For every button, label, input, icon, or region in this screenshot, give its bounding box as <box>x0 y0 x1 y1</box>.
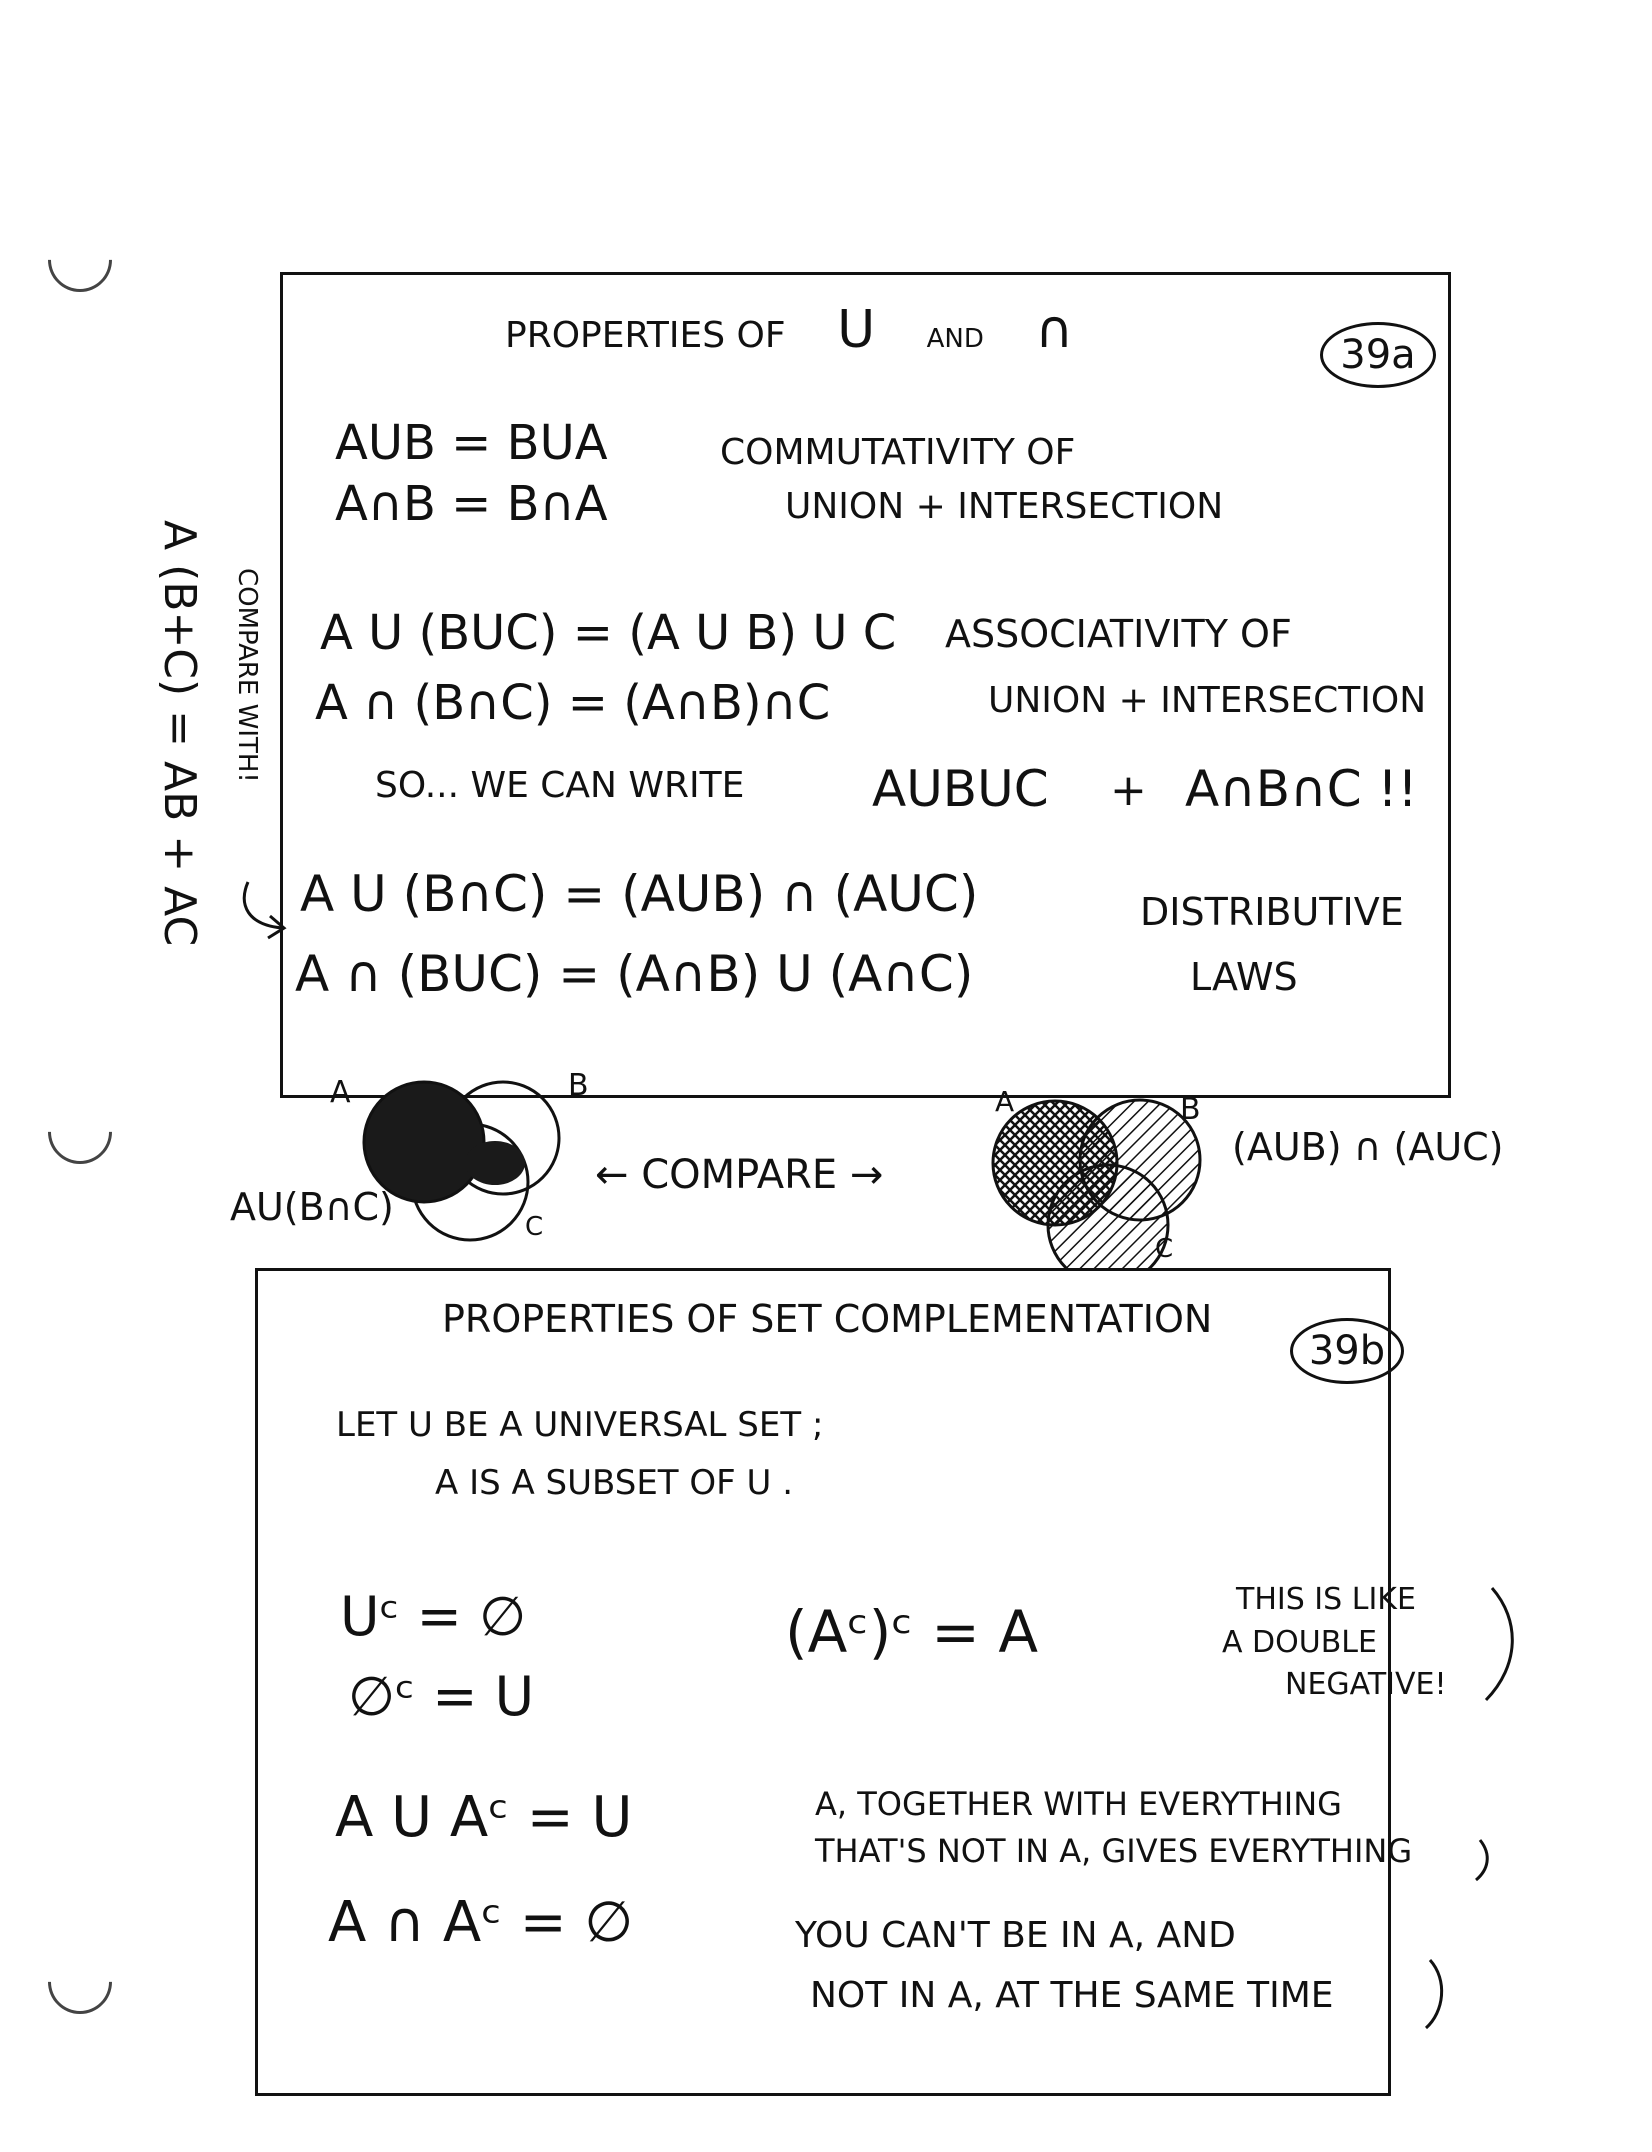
compare-label: ← COMPARE → <box>595 1152 884 1198</box>
eq4-note-right-paren <box>1476 1840 1487 1880</box>
eq4-note-2: THAT'S NOT IN A, GIVES EVERYTHING <box>815 1832 1413 1870</box>
assoc-line-2: A ∩ (B∩C) = (A∩B)∩C <box>315 675 831 731</box>
left-venn-label: AU(B∩C) <box>230 1185 394 1229</box>
let-line-2: A IS A SUBSET OF U . <box>435 1463 794 1503</box>
eq5-note-right-paren <box>1426 1960 1442 2028</box>
right-venn-label: (AUB) ∩ (AUC) <box>1232 1125 1504 1169</box>
right-venn-label-a: A <box>995 1085 1015 1118</box>
commutative-line-2: A∩B = B∩A <box>335 476 608 532</box>
eq4-note-1: A, TOGETHER WITH EVERYTHING <box>815 1785 1342 1823</box>
eq-empty-complement: ∅ᶜ = U <box>348 1665 535 1728</box>
commutative-note-1: COMMUTATIVITY OF <box>720 432 1076 473</box>
assoc-note-2: UNION + INTERSECTION <box>988 680 1427 721</box>
so-text: SO... WE CAN WRITE <box>375 765 745 806</box>
eq3-note-2: A DOUBLE <box>1222 1625 1377 1660</box>
left-venn-label-c: C <box>525 1212 544 1242</box>
let-line-1: LET U BE A UNIVERSAL SET ; <box>336 1405 824 1445</box>
eq-intersection-complement: A ∩ Aᶜ = ∅ <box>328 1890 634 1955</box>
distributive-line-1: A U (B∩C) = (AUB) ∩ (AUC) <box>300 865 979 923</box>
tag-39b: 39b <box>1290 1318 1404 1384</box>
distributive-note-1: DISTRIBUTIVE <box>1140 890 1404 934</box>
eq5-note-1: YOU CAN'T BE IN A, AND <box>795 1915 1236 1956</box>
eq5-note-2: NOT IN A, AT THE SAME TIME <box>810 1975 1334 2016</box>
commutative-line-1: AUB = BUA <box>335 415 608 471</box>
eq3-note-right-paren <box>1486 1588 1512 1700</box>
right-venn-circle-a <box>993 1101 1117 1225</box>
left-venn-label-b: B <box>568 1068 589 1103</box>
assoc-line-1: A U (BUC) = (A U B) U C <box>320 605 897 661</box>
so-expr-1: AUBUC <box>872 760 1049 818</box>
right-venn-label-c: C <box>1155 1234 1174 1264</box>
assoc-note-1: ASSOCIATIVITY OF <box>945 612 1292 656</box>
left-venn-label-a: A <box>330 1075 351 1110</box>
intersection-symbol: ∩ <box>1035 300 1074 360</box>
right-venn-label-b: B <box>1180 1092 1201 1127</box>
title-and: AND <box>926 324 984 354</box>
eq3-note-1: THIS IS LIKE <box>1236 1582 1416 1617</box>
eq-universal-complement: Uᶜ = ∅ <box>340 1585 527 1648</box>
eq3-note-3: NEGATIVE! <box>1285 1667 1447 1702</box>
left-venn-circle-a <box>364 1082 484 1202</box>
title-prefix: PROPERTIES OF <box>505 315 786 356</box>
distributive-line-2: A ∩ (BUC) = (A∩B) U (A∩C) <box>295 945 974 1003</box>
eq-double-complement: (Aᶜ)ᶜ = A <box>785 1598 1039 1666</box>
eq-union-complement: A U Aᶜ = U <box>335 1785 633 1850</box>
side-formula: A (B+C) = AB + AC <box>154 520 205 947</box>
commutative-note-2: UNION + INTERSECTION <box>785 486 1224 527</box>
side-compare-with: COMPARE WITH! <box>232 568 262 783</box>
union-symbol: U <box>837 300 876 360</box>
distributive-note-2: LAWS <box>1190 955 1298 999</box>
so-plus: + <box>1110 765 1147 816</box>
tag-39a: 39a <box>1320 322 1436 388</box>
left-venn-bc-shaded <box>465 1141 525 1185</box>
so-expr-2: A∩B∩C !! <box>1185 760 1418 818</box>
card-39b-title: PROPERTIES OF SET COMPLEMENTATION <box>442 1297 1213 1341</box>
